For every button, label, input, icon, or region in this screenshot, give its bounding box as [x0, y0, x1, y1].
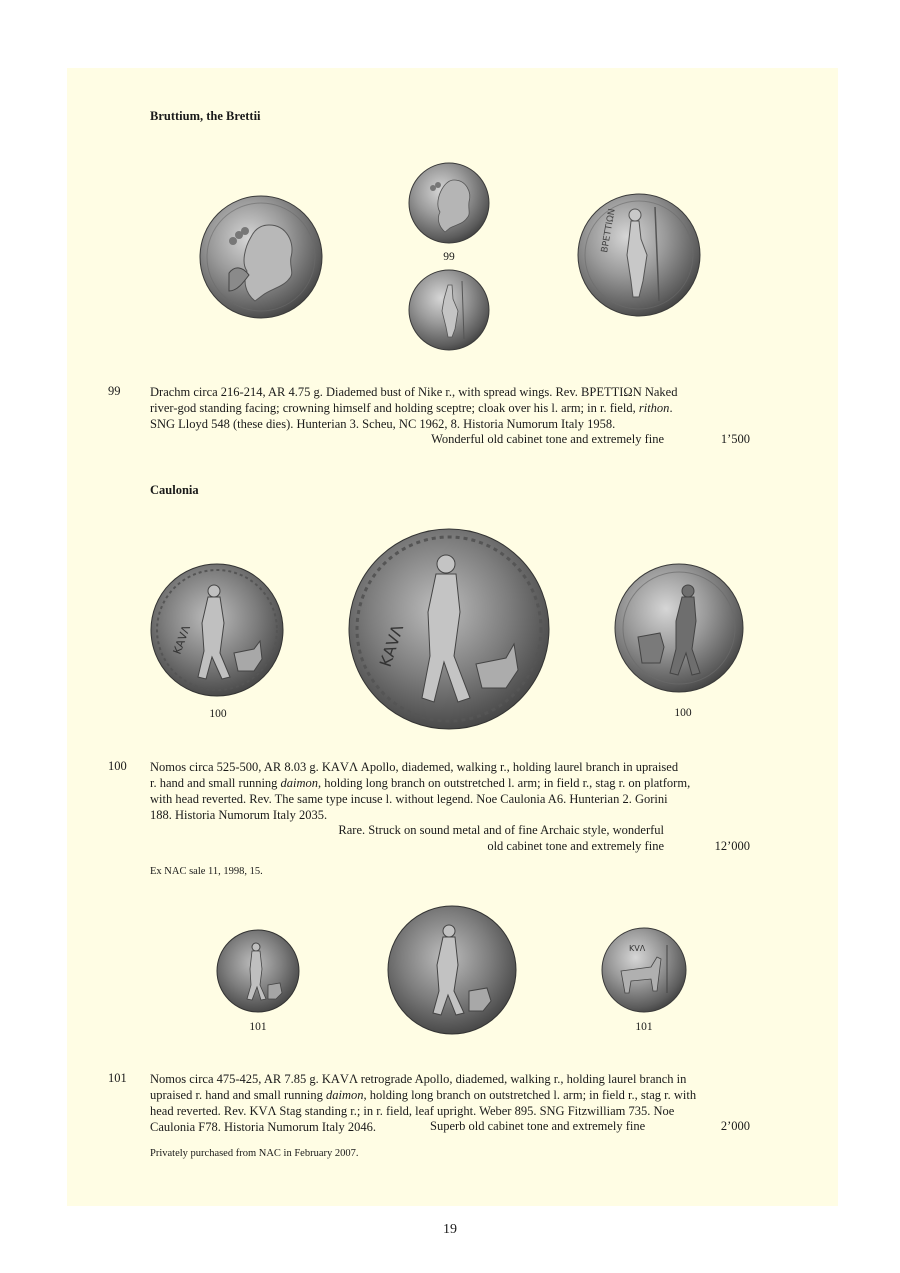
lot-number-100: 100	[108, 759, 127, 773]
coin-label-100-left: 100	[209, 708, 227, 720]
section-title-bruttium: Bruttium, the Brettii	[150, 109, 261, 123]
coin-label-101-left: 101	[249, 1021, 267, 1033]
lot-100-desc-line2: r. hand and small running daimon, holding long branch on outstretched l. arm; in field r., stag r. on platform,	[150, 776, 691, 790]
coin-101-obverse-small-image	[216, 929, 300, 1013]
coin-label-99: 99	[443, 251, 455, 263]
lot-99-grade: Wonderful old cabinet tone and extremely fine	[431, 432, 664, 446]
coin-100-obverse-small-image	[150, 563, 284, 697]
lot-100-estimate: 12’000	[714, 839, 750, 853]
coin-101-reverse-small-image	[601, 927, 687, 1013]
lot-100-desc-line1: Nomos circa 525-500, AR 8.03 g. ΚΑVΛ Apollo, diademed, walking r., holding laurel branch in upraised	[150, 760, 679, 774]
lot-100-description	[150, 759, 751, 823]
coin-101-obverse-large-image	[387, 905, 517, 1035]
lot-101-desc-line3: head reverted. Rev. ΚVΛ Stag standing r.; in r. field, leaf upright. Weber 895. SNG Fitzwilliam 735. Noe	[150, 1104, 675, 1118]
lot-101-provenance: Privately purchased from NAC in February 2007.	[150, 1148, 359, 1159]
lot-101-desc-line2: upraised r. hand and small running daimon, holding long branch on outstretched l. arm; in field r., stag r. with	[150, 1088, 697, 1102]
lot-101-grade: Superb old cabinet tone and extremely fine	[430, 1119, 646, 1133]
lot-99-description	[150, 384, 751, 432]
coin-99-reverse-image	[577, 193, 701, 317]
lot-99-desc-line2: river-god standing facing; crowning himself and holding sceptre; cloak over his l. arm; in r. field, rithon.	[150, 401, 673, 415]
lot-101-desc-line4: Caulonia F78. Historia Numorum Italy 2046.	[150, 1120, 377, 1134]
lot-100-desc-line3: with head reverted. Rev. The same type incuse l. without legend. Noe Caulonia A6. Hunterian 2. Gorini	[150, 792, 668, 806]
coin-99-obverse-small-image	[408, 162, 490, 244]
page-number: 19	[443, 1222, 457, 1237]
lot-100-desc-line4: 188. Historia Numorum Italy 2035.	[150, 808, 328, 822]
svg-text:ΚΑVΛ: ΚΑVΛ	[170, 623, 194, 657]
section-title-caulonia: Caulonia	[150, 483, 199, 497]
svg-text:ΒΡΕΤΤΙΩΝ: ΒΡΕΤΤΙΩΝ	[600, 207, 618, 254]
coin-label-100-right: 100	[674, 707, 692, 719]
coin-99-obverse-image	[199, 195, 323, 319]
lot-number-99: 99	[108, 384, 121, 398]
lot-101-desc-line1: Nomos circa 475-425, AR 7.85 g. ΚΑVΛ retrograde Apollo, diademed, walking r., holding laurel branch in	[150, 1072, 687, 1086]
lot-100-grade-line2: old cabinet tone and extremely fine	[487, 839, 664, 853]
lot-101-estimate: 2’000	[720, 1119, 750, 1133]
lot-99-desc-line1: Drachm circa 216-214, AR 4.75 g. Diademed bust of Nike r., with spread wings. Rev. ΒΡΕΤΤΙΩΝ Naked	[150, 385, 678, 399]
coin-label-101-right: 101	[635, 1021, 653, 1033]
coin-99-reverse-small-image	[408, 269, 490, 351]
lot-99-desc-line3: SNG Lloyd 548 (these dies). Hunterian 3. Scheu, NC 1962, 8. Historia Numorum Italy 1958.	[150, 417, 616, 431]
svg-text:ΚΑVΛ: ΚΑVΛ	[375, 622, 408, 670]
coin-100-obverse-large-image	[348, 528, 550, 730]
lot-number-101: 101	[108, 1071, 127, 1085]
svg-text:ΚVΛ: ΚVΛ	[629, 944, 646, 953]
lot-100-provenance: Ex NAC sale 11, 1998, 15.	[150, 866, 263, 877]
lot-99-estimate: 1’500	[720, 432, 750, 446]
lot-100-grade-line1: Rare. Struck on sound metal and of fine Archaic style, wonderful	[338, 823, 664, 837]
coin-100-reverse-incuse-image	[614, 563, 744, 693]
